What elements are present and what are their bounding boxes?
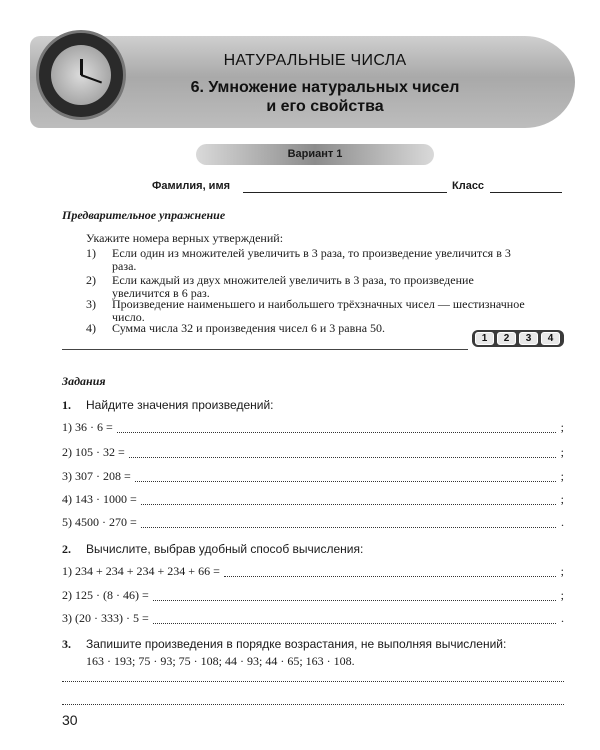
tasks-heading: Задания (62, 374, 106, 388)
answer-line[interactable] (141, 496, 556, 505)
class-field[interactable] (490, 181, 562, 193)
task2-expression: 3) (20 · 333) · 5 = (62, 611, 149, 625)
task1-expression: 3) 307 · 208 = (62, 469, 131, 483)
answer-badge-3[interactable]: 3 (519, 332, 538, 345)
task1-row[interactable] (62, 470, 564, 484)
prelim-item-number: 2) (86, 273, 96, 287)
task3-expressions: 163 · 193; 75 · 93; 75 · 108; 44 · 93; 44 · 65; 163 · 108. (86, 654, 355, 668)
task2-row[interactable] (62, 589, 564, 603)
page-number: 30 (62, 712, 78, 728)
prelim-item-number: 4) (86, 321, 96, 335)
answer-line[interactable] (153, 592, 556, 601)
answer-line[interactable] (129, 449, 556, 458)
class-label: Класс (452, 180, 485, 192)
clock-minute-hand (81, 74, 102, 83)
prelim-item-text (112, 247, 582, 273)
task1-text: Найдите значения произведений: (86, 398, 274, 412)
task2-expression: 2) 125 · (8 · 46) = (62, 588, 149, 602)
row-punctuation: ; (560, 445, 564, 459)
topic-title (150, 78, 500, 116)
row-punctuation: ; (560, 588, 564, 602)
prelim-item-line: раза. (112, 259, 137, 273)
task1-expression: 5) 4500 · 270 = (62, 515, 137, 529)
row-punctuation: ; (560, 420, 564, 434)
answer-badge-1[interactable]: 1 (475, 332, 494, 345)
task3-number: 3. (62, 637, 71, 651)
topic-title-line2: и его свойства (266, 98, 384, 115)
task3-text: Запишите произведения в порядке возрастания, не выполняя вычислений: (86, 637, 507, 651)
task2-text: Вычислите, выбрав удобный способ вычисления: (86, 542, 364, 556)
variant-label: Вариант 1 (196, 144, 434, 165)
topic-title-line1: 6. Умножение натуральных чисел (190, 79, 460, 96)
row-punctuation: . (561, 611, 564, 625)
clock-face (51, 45, 111, 105)
task1-expression: 1) 36 · 6 = (62, 420, 113, 434)
answer-badges (472, 330, 564, 347)
task1-expression: 2) 105 · 32 = (62, 445, 125, 459)
answer-badge-4[interactable]: 4 (541, 332, 560, 345)
task2-row[interactable] (62, 565, 564, 579)
task1-expression: 4) 143 · 1000 = (62, 492, 137, 506)
section-title: НАТУРАЛЬНЫЕ ЧИСЛА (223, 52, 407, 69)
answer-line[interactable] (117, 424, 556, 433)
name-label: Фамилия, имя (152, 180, 231, 192)
row-punctuation: ; (560, 492, 564, 506)
answer-line[interactable] (153, 615, 556, 624)
divider (62, 349, 468, 350)
prelim-item-number: 3) (86, 297, 96, 311)
prelim-item-number: 1) (86, 246, 96, 260)
answer-line[interactable] (62, 681, 564, 682)
prelim-prompt: Укажите номера верных утверждений: (86, 231, 284, 245)
prelim-item-line: число. (112, 310, 145, 324)
row-punctuation: ; (560, 469, 564, 483)
task1-row[interactable] (62, 516, 564, 530)
task1-row[interactable] (62, 421, 564, 435)
prelim-item-line: Если один из множителей увеличить в 3 раза, то произведение увеличится в 3 (112, 246, 511, 260)
task1-row[interactable] (62, 493, 564, 507)
task2-row[interactable] (62, 612, 564, 626)
answer-line[interactable] (224, 568, 556, 577)
task1-row[interactable] (62, 446, 564, 460)
answer-line[interactable] (62, 704, 564, 705)
clock-hour-hand (80, 59, 83, 75)
answer-badge-2[interactable]: 2 (497, 332, 516, 345)
prelim-item-line: увеличится в 6 раз. (112, 286, 210, 300)
answer-line[interactable] (135, 473, 556, 482)
prelim-item-line: Если каждый из двух множителей увеличить в 3 раза, то произведение (112, 273, 474, 287)
prelim-item-line: Произведение наименьшего и наибольшего трёхзначных чисел — шестизначное (112, 297, 525, 311)
task2-expression: 1) 234 + 234 + 234 + 234 + 66 = (62, 564, 220, 578)
task2-number: 2. (62, 542, 71, 556)
row-punctuation: ; (560, 564, 564, 578)
name-field[interactable] (243, 181, 447, 193)
clock-icon (36, 30, 126, 120)
prelim-item-text: Сумма числа 32 и произведения чисел 6 и 3 равна 50. (112, 321, 386, 335)
answer-line[interactable] (141, 519, 556, 528)
row-punctuation: . (561, 515, 564, 529)
task1-number: 1. (62, 398, 71, 412)
prelim-heading: Предварительное упражнение (62, 208, 226, 222)
